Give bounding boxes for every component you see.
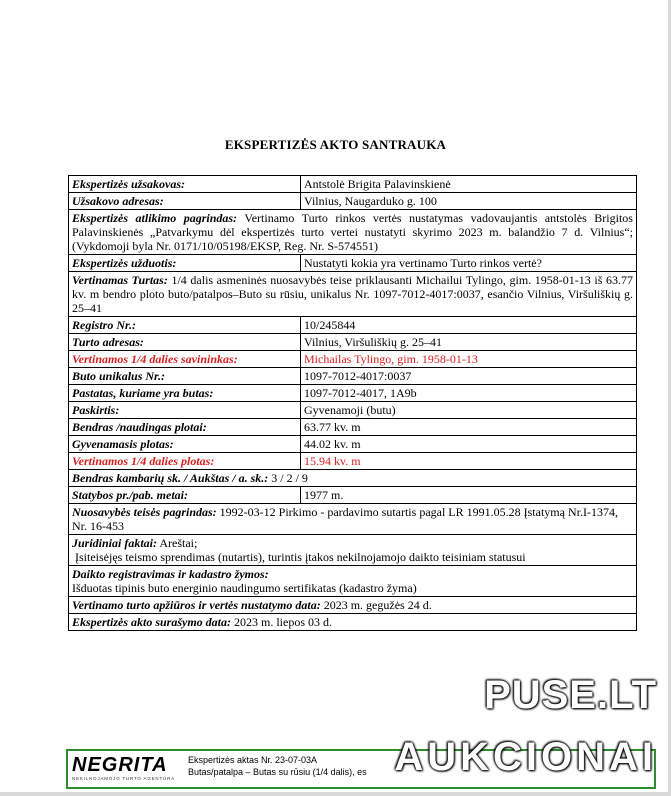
label-building: Pastatas, kuriame yra butas:	[69, 385, 301, 402]
footer-property-desc: Butas/patalpa – Butas su rūsiu (1/4 dalis), es	[188, 767, 367, 777]
value-owner: Michailas Tylingo, gim. 1958-01-13	[301, 351, 637, 368]
value-task: Nustatyti kokia yra vertinamo Turto rinkos vertė?	[301, 255, 637, 272]
cell-inspection	[69, 597, 637, 614]
value-address: Vilnius, Viršuliškių g. 25–41	[301, 334, 637, 351]
row-inspection	[69, 597, 637, 614]
watermark-puse: PUSE.LT	[484, 673, 657, 717]
label-signed: Ekspertizės akto surašymo data:	[72, 615, 232, 629]
label-property: Vertinamas Turtas:	[72, 273, 168, 287]
row-ownership	[69, 504, 637, 535]
cell-legal	[69, 535, 637, 566]
value-rooms: 3 / 2 / 9	[268, 471, 308, 485]
row-orderer-address	[69, 193, 637, 210]
value-built: 1977 m.	[301, 487, 637, 504]
row-registry	[69, 317, 637, 334]
row-legal	[69, 535, 637, 566]
cell-basis	[69, 210, 637, 255]
value-ownership: 1992-03-12 Pirkimo - pardavimo sutartis pagal LR 1991.05.28 Įstatymą Nr.I-1374, Nr. 16-453	[72, 505, 618, 533]
logo-subtitle: NEKILNOJAMOJO TURTO AGENTŪRA	[72, 776, 175, 781]
value-apartment-id: 1097-7012-4017:0037	[301, 368, 637, 385]
document-title: EKSPERTIZĖS AKTO SANTRAUKA	[224, 137, 447, 152]
label-ownership: Nuosavybės teisės pagrindas:	[72, 505, 217, 519]
value-legal-detail: Įsiteisėjęs teismo sprendimas (nutartis), turintis įtakos nekilnojamojo daikto teisiniam statusui	[75, 550, 526, 564]
cell-ownership	[69, 504, 637, 535]
row-apartment-id	[69, 368, 637, 385]
label-basis: Ekspertizės atlikimo pagrindas:	[72, 211, 238, 225]
value-basis: Vertinamo Turto rinkos vertės nustatymas vadovaujantis antstolės Brigitos Palavinskienės „Patvarkymu dėl ekspertizės turto vertei nustatyti skyrimo 2023 m. balandžio 7 d. Vilnius“; (Vykdomoji byla Nr. 0171/10/05198/EKSP, Reg. Nr. S-574551)	[72, 211, 633, 253]
label-owner: Vertinamos 1/4 dalies savininkas:	[69, 351, 301, 368]
label-apartment-id: Buto unikalus Nr.:	[69, 368, 301, 385]
value-building: 1097-7012-4017, 1A9b	[301, 385, 637, 402]
cell-rooms	[69, 470, 637, 487]
footer-act-number: Ekspertizės aktas Nr. 23-07-03A	[188, 755, 318, 765]
label-living-area: Gyvenamasis plotas:	[69, 436, 301, 453]
row-task	[69, 255, 637, 272]
label-legal: Juridiniai faktai:	[72, 536, 158, 550]
cell-cadastre	[69, 566, 637, 597]
negrita-logo	[72, 754, 184, 784]
label-share-area: Vertinamos 1/4 dalies plotas:	[69, 453, 301, 470]
row-built	[69, 487, 637, 504]
value-legal: Areštai;	[157, 536, 198, 550]
page-frame-bottom	[0, 792, 671, 796]
cell-property	[69, 272, 637, 317]
label-total-area: Bendras /naudingas plotai:	[69, 419, 301, 436]
label-cadastre: Daikto registravimas ir kadastro žymos:	[72, 567, 269, 581]
label-orderer: Ekspertizės užsakovas:	[69, 176, 301, 193]
label-task: Ekspertizės užduotis:	[69, 255, 301, 272]
cell-signed	[69, 614, 637, 631]
row-purpose	[69, 402, 637, 419]
value-orderer-address: Vilnius, Naugarduko g. 100	[301, 193, 637, 210]
watermark-aukcionai: AUKCIONAI	[394, 735, 657, 779]
row-basis	[69, 210, 637, 255]
row-building	[69, 385, 637, 402]
logo-word: NEGRITA	[72, 754, 168, 776]
value-registry: 10/245844	[301, 317, 637, 334]
value-property: 1/4 dalis asmeninės nuosavybės teise priklausanti Michailui Tylingo, gim. 1958-01-13 iš 63.77 kv. m bendro ploto buto/patalpos–Buto su rūsiu, unikalus Nr. 1097-7012-4017:0037, esančio Vilnius, Viršuliškių g. 25–41	[72, 273, 634, 315]
label-rooms: Bendras kambarių sk. / Aukštas / a. sk.:	[72, 471, 269, 485]
value-share-area: 15.94 kv. m	[301, 453, 637, 470]
value-inspection: 2023 m. gegužės 24 d.	[320, 598, 432, 612]
value-living-area: 44.02 kv. m	[301, 436, 637, 453]
label-inspection: Vertinamo turto apžiūros ir vertės nustatymo data:	[72, 598, 321, 612]
row-orderer	[69, 176, 637, 193]
row-signed	[69, 614, 637, 631]
value-signed: 2023 m. liepos 03 d.	[231, 615, 333, 629]
row-address	[69, 334, 637, 351]
summary-table	[68, 175, 637, 631]
row-rooms	[69, 470, 637, 487]
row-owner	[69, 351, 637, 368]
row-property	[69, 272, 637, 317]
row-cadastre	[69, 566, 637, 597]
label-address: Turto adresas:	[69, 334, 301, 351]
value-purpose: Gyvenamoji (butu)	[301, 402, 637, 419]
row-total-area	[69, 419, 637, 436]
label-built: Statybos pr./pab. metai:	[69, 487, 301, 504]
label-registry: Registro Nr.:	[69, 317, 301, 334]
row-living-area	[69, 436, 637, 453]
value-orderer: Antstolė Brigita Palavinskienė	[301, 176, 637, 193]
value-total-area: 63.77 kv. m	[301, 419, 637, 436]
value-cadastre: Išduotas tipinis buto energinio naudingumo sertifikatas (kadastro žyma)	[72, 581, 417, 595]
label-purpose: Paskirtis:	[69, 402, 301, 419]
label-orderer-address: Užsakovo adresas:	[69, 193, 301, 210]
row-share-area	[69, 453, 637, 470]
